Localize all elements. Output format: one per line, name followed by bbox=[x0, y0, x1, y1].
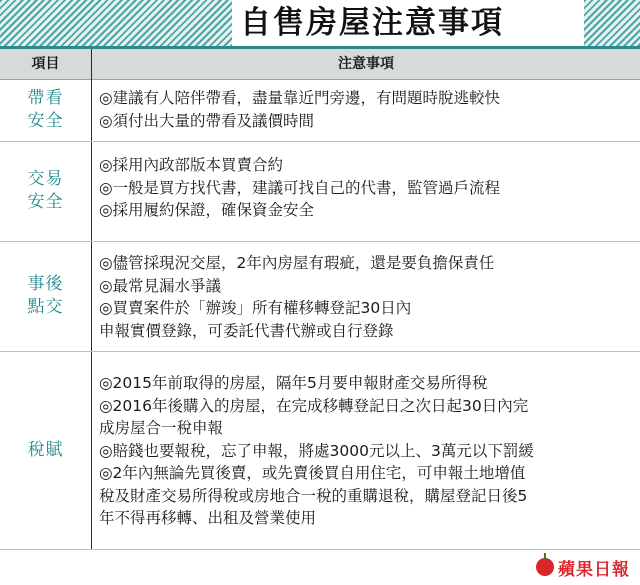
note-line: ◎須付出大量的帶看及議價時間 bbox=[99, 111, 315, 130]
notes-tax bbox=[99, 372, 635, 530]
notes-handover bbox=[99, 252, 635, 342]
notes-viewing-safety bbox=[99, 87, 635, 132]
category-handover bbox=[0, 242, 91, 350]
note-line: ◎賠錢也要報稅，忘了申報，將處3000元以上、3萬元以下罰緩 bbox=[99, 441, 534, 460]
row-separator bbox=[0, 141, 640, 142]
apple-icon bbox=[536, 558, 554, 576]
table-bottom-border bbox=[0, 549, 640, 550]
title-bar bbox=[0, 0, 640, 49]
note-line: ◎買賣案件於「辦竣」所有權移轉登記30日內 bbox=[99, 299, 412, 317]
note-line: 申報實價登錄，可委託代書代辦或自行登錄 bbox=[99, 321, 394, 340]
table-header bbox=[0, 49, 640, 80]
note-line: ◎最常見漏水爭議 bbox=[99, 276, 222, 295]
note-line: ◎2年內無論先買後賣，或先賣後買自用住宅，可申報土地增值 bbox=[99, 464, 526, 482]
note-line: 年不得再移轉、出租及營業使用 bbox=[99, 509, 317, 527]
note-line: ◎採用內政部版本買賣合約 bbox=[99, 156, 284, 174]
note-line: ◎建議有人陪伴帶看，盡量靠近門旁邊，有問題時脫逃較快 bbox=[99, 89, 501, 107]
category-viewing-safety bbox=[0, 80, 91, 140]
category-line: 安全 bbox=[27, 111, 64, 131]
title-decoration-right bbox=[584, 0, 640, 46]
header-item: 項目 bbox=[31, 56, 60, 72]
note-line: ◎2015年前取得的房屋，隔年5月要申報財產交易所得稅 bbox=[99, 374, 488, 392]
page-title: 自售房屋注意事項 bbox=[240, 5, 504, 41]
category-transaction-safety bbox=[0, 142, 91, 240]
column-divider bbox=[91, 49, 92, 549]
row-separator bbox=[0, 241, 640, 242]
note-line: ◎採用履約保證，確保資金安全 bbox=[99, 201, 315, 219]
source-logo bbox=[536, 553, 636, 581]
note-line: ◎儘管採現況交屋，2年內房屋有瑕疵，還是要負擔保責任 bbox=[99, 254, 495, 272]
note-line: ◎2016年後購入的房屋，在完成移轉登記日之次日起30日內完 bbox=[99, 396, 529, 415]
note-line: ◎一般是買方找代書，建議可找自己的代書，監管過戶流程 bbox=[99, 178, 501, 197]
category-line: 安全 bbox=[27, 192, 64, 212]
header-notes: 注意事項 bbox=[338, 56, 394, 72]
notes-transaction-safety bbox=[99, 154, 635, 222]
source-label: 蘋果日報 bbox=[558, 559, 630, 580]
row-separator bbox=[0, 351, 640, 352]
category-line: 交易 bbox=[27, 169, 64, 189]
category-line: 稅賦 bbox=[27, 440, 64, 460]
category-line: 帶看 bbox=[27, 88, 64, 108]
title-decoration-left bbox=[0, 0, 232, 46]
note-line: 稅及財產交易所得稅或房地合一稅的重購退稅，購屋登記日後5 bbox=[99, 486, 528, 505]
note-line: 成房屋合一稅申報 bbox=[99, 419, 224, 437]
category-line: 事後 bbox=[27, 274, 64, 294]
category-line: 點交 bbox=[27, 297, 64, 317]
category-tax bbox=[0, 352, 91, 549]
